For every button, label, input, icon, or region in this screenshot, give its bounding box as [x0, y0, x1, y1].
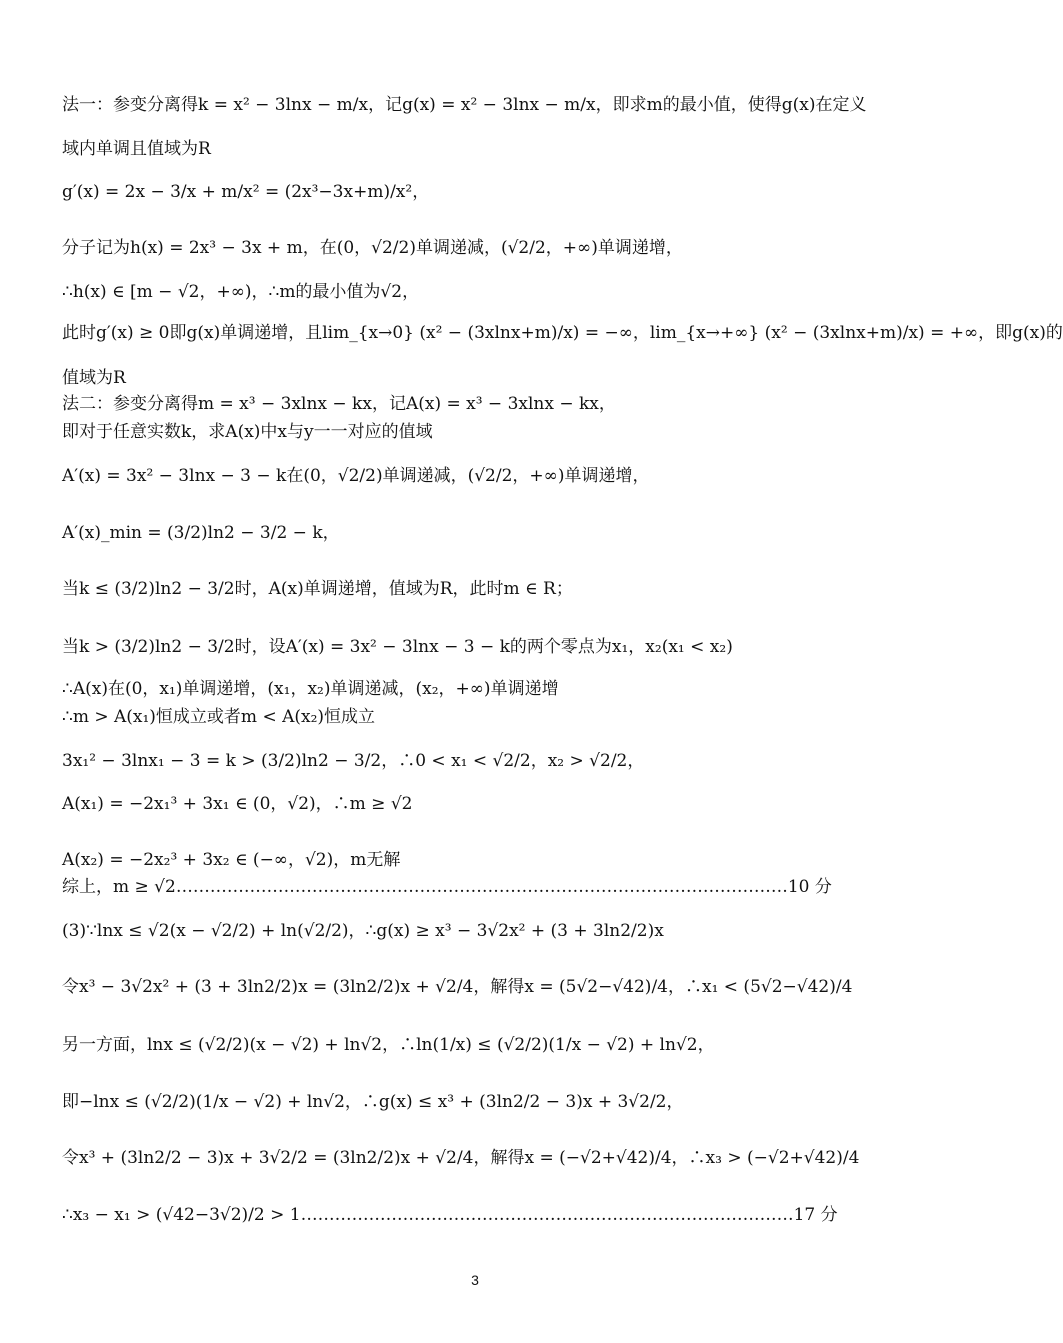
- solution-line: A′(x) = 3x² − 3lnx − 3 − k在(0，√2/2)单调递减，(√2/2，+∞)单调递增，: [62, 466, 650, 486]
- solution-line: g′(x) = 2x − 3/x + m/x² = (2x³−3x+m)/x²，: [62, 182, 430, 202]
- solution-line: 当k ≤ (3/2)ln2 − 3/2时，A(x)单调递增，值域为R，此时m ∈ R；: [62, 579, 573, 599]
- solution-line: (3)∵lnx ≤ √2(x − √2/2) + ln(√2/2)，∴g(x) ≥ x³ − 3√2x² + (3 + 3ln2/2)x: [62, 921, 664, 941]
- page-number: 3: [471, 1272, 479, 1288]
- solution-line: 即对于任意实数k，求A(x)中x与y一一对应的值域: [62, 422, 433, 442]
- solution-line: 另一方面，lnx ≤ (√2/2)(x − √2) + ln√2，∴ln(1/x) ≤ (√2/2)(1/x − √2) + ln√2，: [62, 1035, 715, 1055]
- solution-line: 域内单调且值域为R: [62, 139, 211, 159]
- solution-line: 即−lnx ≤ (√2/2)(1/x − √2) + ln√2，∴g(x) ≤ x³ + (3ln2/2 − 3)x + 3√2/2，: [62, 1092, 684, 1112]
- solution-line: A(x₂) = −2x₂³ + 3x₂ ∈ (−∞，√2)，m无解: [62, 850, 401, 870]
- solution-line: 令x³ − 3√2x² + (3 + 3ln2/2)x = (3ln2/2)x + √2/4，解得x = (5√2−√42)/4，∴x₁ < (5√2−√42)/4: [62, 977, 853, 997]
- solution-line: 令x³ + (3ln2/2 − 3)x + 3√2/2 = (3ln2/2)x + √2/4，解得x = (−√2+√42)/4，∴x₃ > (−√2+√42)/4: [62, 1148, 860, 1168]
- solution-line: ∴A(x)在(0，x₁)单调递增，(x₁，x₂)单调递减，(x₂，+∞)单调递增: [62, 679, 559, 699]
- solution-line: 综上，m ≥ √2………………………………………………………………………………………………10 分: [62, 877, 832, 897]
- solution-line: ∴m > A(x₁)恒成立或者m < A(x₂)恒成立: [62, 707, 376, 727]
- solution-line: 当k > (3/2)ln2 − 3/2时，设A′(x) = 3x² − 3lnx − 3 − k的两个零点为x₁，x₂(x₁ < x₂): [62, 637, 733, 657]
- solution-line: 此时g′(x) ≥ 0即g(x)单调递增，且lim_{x→0} (x² − (3xlnx+m)/x) = −∞，lim_{x→+∞} (x² − (3xlnx+m)/x) = +∞，即g(x)的: [62, 323, 1063, 343]
- solution-line: ∴h(x) ∈ [m − √2，+∞)，∴m的最小值为√2，: [62, 282, 420, 302]
- solution-line: 法二：参变分离得m = x³ − 3xlnx − kx，记A(x) = x³ − 3xlnx − kx，: [62, 394, 616, 414]
- solution-line: A(x₁) = −2x₁³ + 3x₁ ∈ (0，√2)，∴m ≥ √2: [62, 794, 413, 814]
- solution-line: 3x₁² − 3lnx₁ − 3 = k > (3/2)ln2 − 3/2，∴0 < x₁ < √2/2，x₂ > √2/2，: [62, 751, 645, 771]
- solution-line: A′(x)_min = (3/2)ln2 − 3/2 − k，: [62, 523, 340, 543]
- solution-line: 值域为R: [62, 368, 126, 388]
- solution-line: 法一：参变分离得k = x² − 3lnx − m/x，记g(x) = x² − 3lnx − m/x，即求m的最小值，使得g(x)在定义: [62, 95, 867, 115]
- solution-line: ∴x₃ − x₁ > (√42−3√2)/2 > 1……………………………………………………………………………17 分: [62, 1205, 838, 1225]
- solution-line: 分子记为h(x) = 2x³ − 3x + m，在(0，√2/2)单调递减，(√2/2，+∞)单调递增，: [62, 238, 683, 258]
